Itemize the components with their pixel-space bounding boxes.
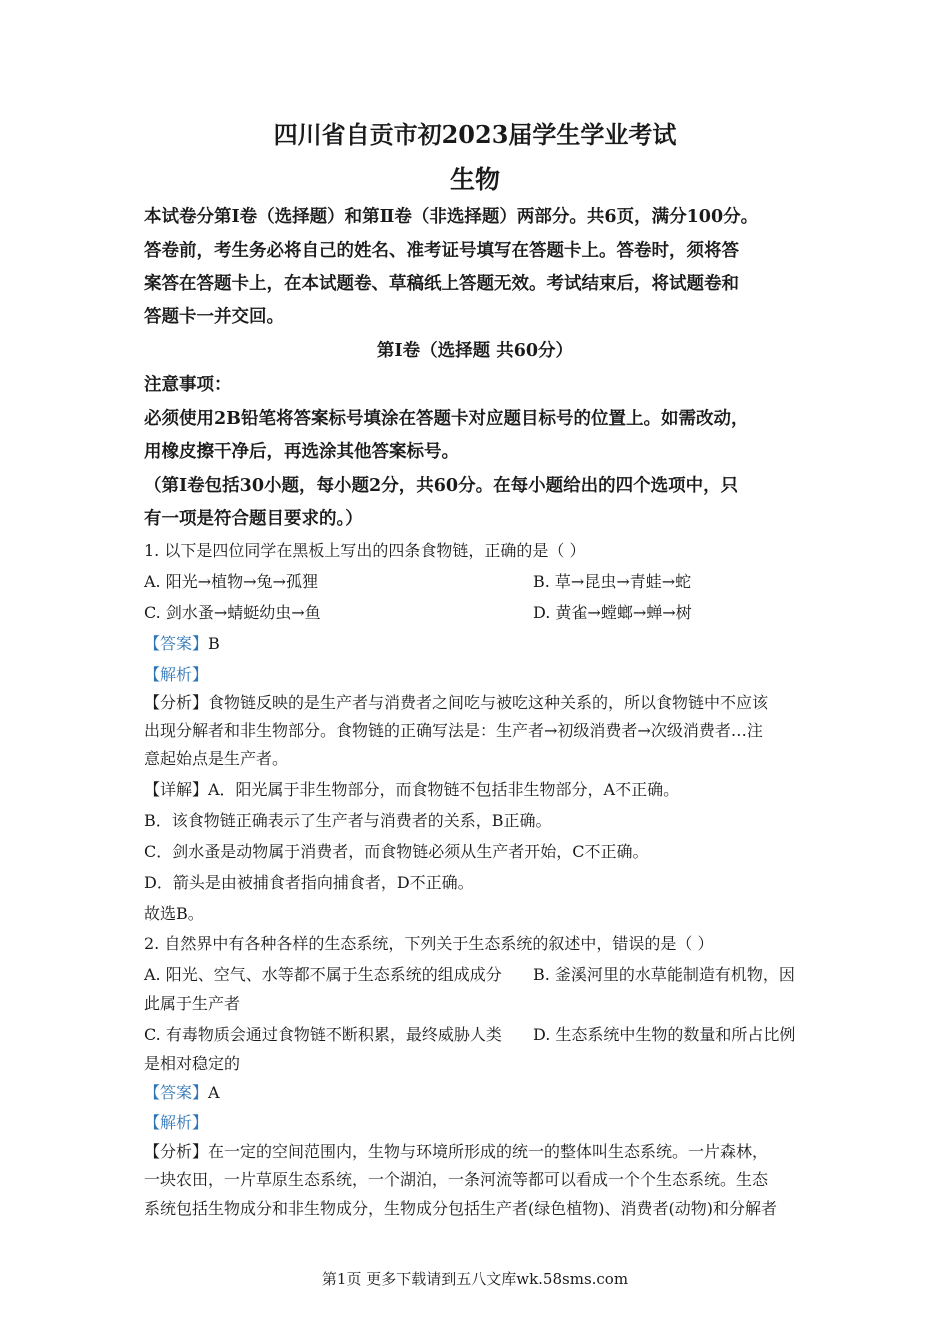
q2-analysis-line: 一块农田，一片草原生态系统，一个湖泊，一条河流等都可以看成一个个生态系统。生态 [144, 1170, 769, 1189]
q2-analysis-line: 【分析】在一定的空间范围内，生物与环境所形成的统一的整体叫生态系统。一片森林， [144, 1142, 769, 1161]
q1-option-d: D. 黄雀→螳螂→蝉→树 [533, 603, 692, 622]
answer-tag: 【答案】 [144, 1083, 209, 1102]
question-2-stem: 2. 自然界中有各种各样的生态系统，下列关于生态系统的叙述中，错误的是（ ） [144, 934, 714, 953]
intro-line: 本试卷分第Ⅰ卷（选择题）和第Ⅱ卷（非选择题）两部分。共6页，满分100分。 [144, 207, 759, 227]
q1-analysis-line: 出现分解者和非生物部分。食物链的正确写法是：生产者→初级消费者→次级消费者…注 [144, 721, 763, 740]
intro-line: 案答在答题卡上，在本试题卷、草稿纸上答题无效。考试结束后，将试题卷和 [144, 274, 739, 294]
q1-answer [144, 633, 220, 655]
intro-line: 答卷前，考生务必将自己的姓名、准考证号填写在答题卡上。答卷时，须将答 [144, 241, 739, 261]
q1-option-c: C. 剑水蚤→蜻蜓幼虫→鱼 [144, 603, 321, 622]
notice-line: 用橡皮擦干净后，再选涂其他答案标号。 [144, 442, 459, 462]
exam-title: 四川省自贡市初2023届学生学业考试 [273, 120, 677, 149]
q2-option-d: D. 生态系统中生物的数量和所占比例 [533, 1025, 796, 1044]
analysis-tag: 【解析】 [144, 665, 209, 684]
q1-option-b: B. 草→昆虫→青蛙→蛇 [533, 572, 692, 591]
intro-line: 答题卡一并交回。 [144, 307, 284, 327]
q2-option-a: A. 阳光、空气、水等都不属于生态系统的组成成分 [144, 965, 502, 984]
instruction-line: 有一项是符合题目要求的。） [144, 509, 363, 529]
q1-detail-line: C．剑水蚤是动物属于消费者，而食物链必须从生产者开始，C不正确。 [144, 842, 649, 861]
q2-analysis-line: 系统包括生物成分和非生物成分，生物成分包括生产者(绿色植物)、消费者(动物)和分解者 [144, 1199, 777, 1218]
q2-option-b: B. 釜溪河里的水草能制造有机物，因 [533, 965, 795, 984]
q1-detail-line: 【详解】A．阳光属于非生物部分，而食物链不包括非生物部分，A不正确。 [144, 780, 680, 799]
page-footer: 第1页 更多下载请到五八文库wk.58sms.com [321, 1270, 629, 1288]
notice-heading: 注意事项： [144, 375, 232, 395]
q2-option-d-cont: 是相对稳定的 [144, 1054, 241, 1073]
q2-option-c: C. 有毒物质会通过食物链不断积累，最终威胁人类 [144, 1025, 502, 1044]
q1-conclusion: 故选B。 [144, 904, 204, 923]
subject-title: 生物 [449, 165, 500, 194]
section-title: 第Ⅰ卷（选择题 共60分） [376, 341, 574, 361]
answer-tag: 【答案】 [144, 634, 209, 653]
q2-option-b-cont: 此属于生产者 [144, 994, 241, 1013]
q1-option-a: A. 阳光→植物→兔→孤狸 [144, 572, 318, 591]
instruction-line: （第Ⅰ卷包括30小题，每小题2分，共60分。在每小题给出的四个选项中，只 [144, 476, 739, 496]
q1-analysis-line: 【分析】食物链反映的是生产者与消费者之间吃与被吃这种关系的，所以食物链中不应该 [144, 693, 769, 712]
question-1-stem: 1. 以下是四位同学在黑板上写出的四条食物链，正确的是（ ） [144, 541, 586, 560]
answer-value: B [208, 634, 220, 653]
notice-line: 必须使用2B铅笔将答案标号填涂在答题卡对应题目标号的位置上。如需改动， [144, 409, 749, 429]
q1-detail-line: D．箭头是由被捕食者指向捕食者，D不正确。 [144, 873, 474, 892]
q2-answer [144, 1082, 220, 1104]
q1-detail-line: B．该食物链正确表示了生产者与消费者的关系，B正确。 [144, 811, 552, 830]
analysis-tag: 【解析】 [144, 1113, 209, 1132]
answer-value: A [208, 1083, 220, 1102]
q1-analysis-line: 意起始点是生产者。 [144, 749, 289, 768]
